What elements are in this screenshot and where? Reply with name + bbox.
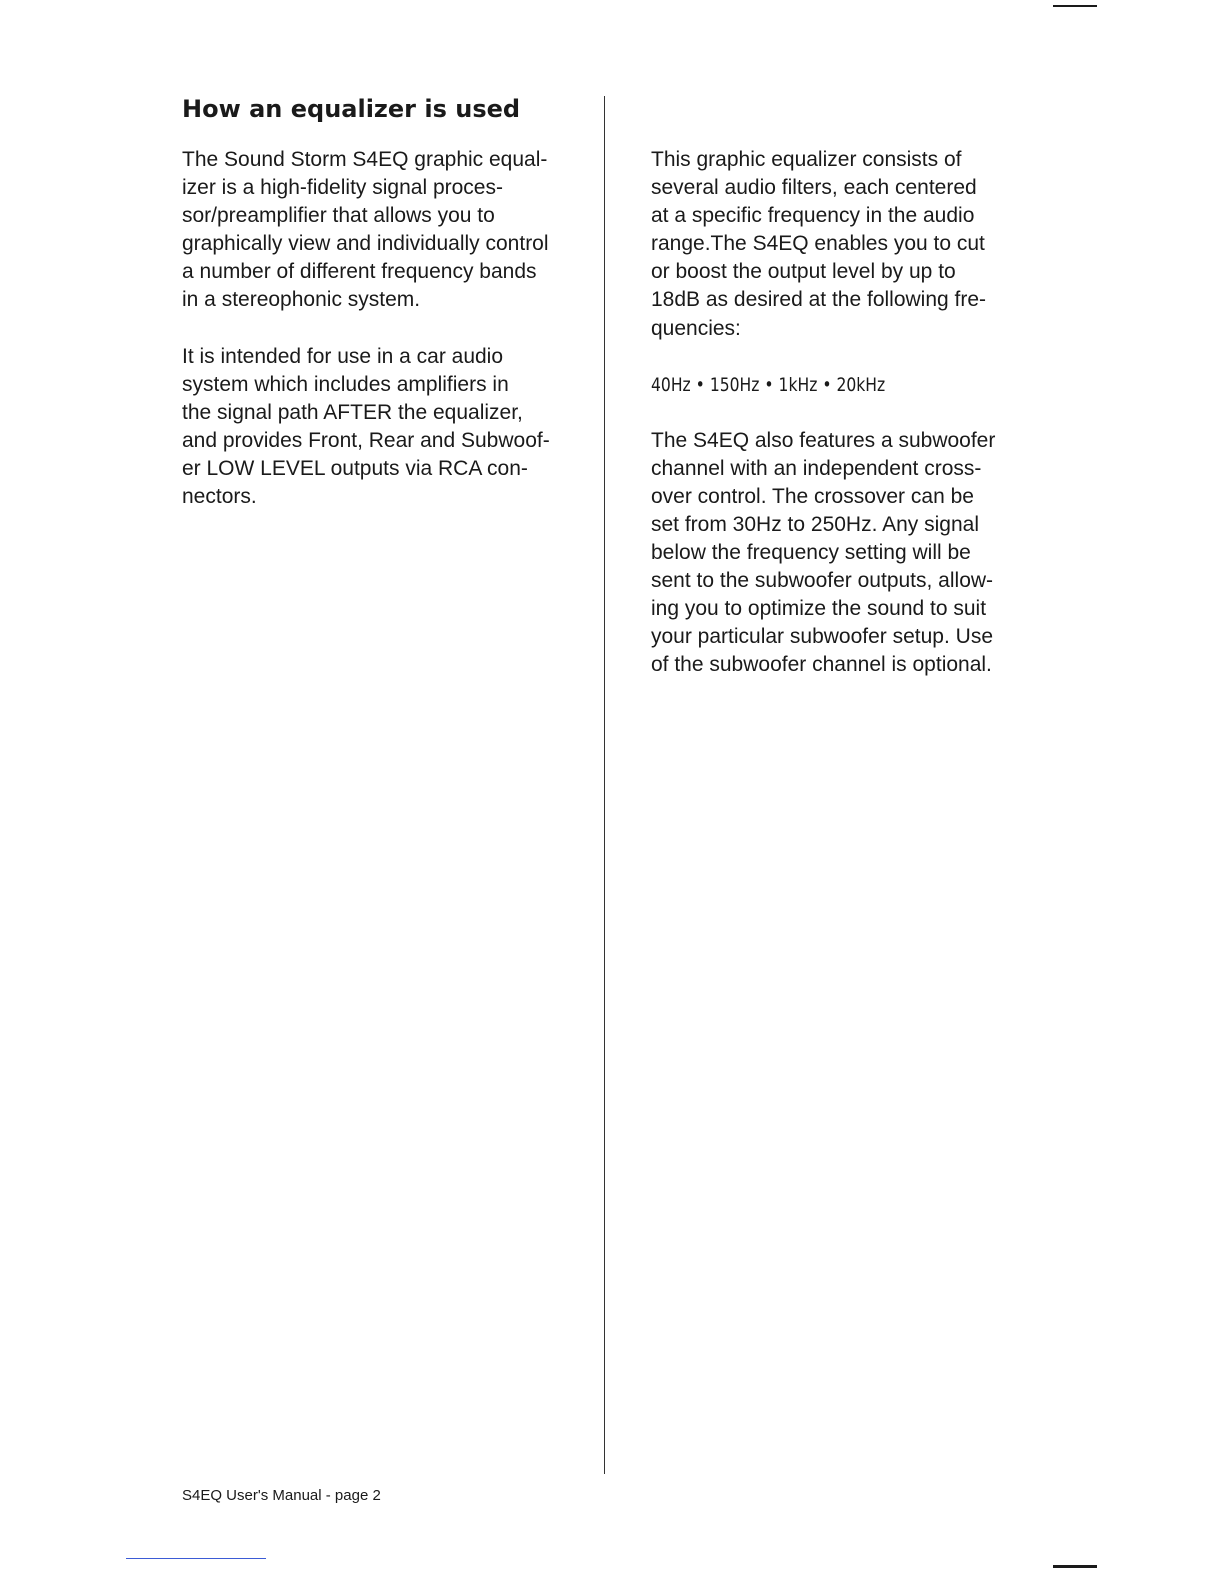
filters-paragraph: This graphic equalizer consists of several audio filters, each centered at a specific frequency in the audio range.The S4EQ enables you to cut or boost the output level by up to 18dB as desired at the following fre- quencies: [651, 148, 987, 340]
subwoofer-paragraph: The S4EQ also features a subwoofer channel with an independent cross- over control. The crossover can be set from 30Hz to 250Hz. Any signal below the frequency setting will be sent to the subwoofer outputs, allow- ing you to optimize the sound to suit your particular subwoofer setup. Use of the subwoofer channel is optional. [651, 428, 996, 677]
column-divider [604, 96, 605, 1474]
frequency-list: 40Hz • 150Hz • 1kHz • 20kHz [651, 373, 886, 396]
page-heading: How an equalizer is used [182, 95, 521, 123]
page-footer: S4EQ User's Manual - page 2 [182, 1487, 381, 1504]
intro-paragraph: The Sound Storm S4EQ graphic equal- izer is a high-fidelity signal proces- sor/preamplifier that allows you to graphically view and individually control a number of different frequency bands in a stereophonic system. [182, 148, 549, 312]
link-underline [126, 1558, 266, 1559]
right-column [651, 146, 1031, 708]
usage-paragraph: It is intended for use in a car audio system which includes amplifiers in the signal path AFTER the equalizer, and provides Front, Rear and Subwoof- er LOW LEVEL outputs via RCA con- nectors. [182, 344, 550, 509]
left-column [182, 146, 582, 539]
crop-mark-top [1053, 5, 1097, 7]
crop-mark-bottom [1053, 1565, 1097, 1568]
